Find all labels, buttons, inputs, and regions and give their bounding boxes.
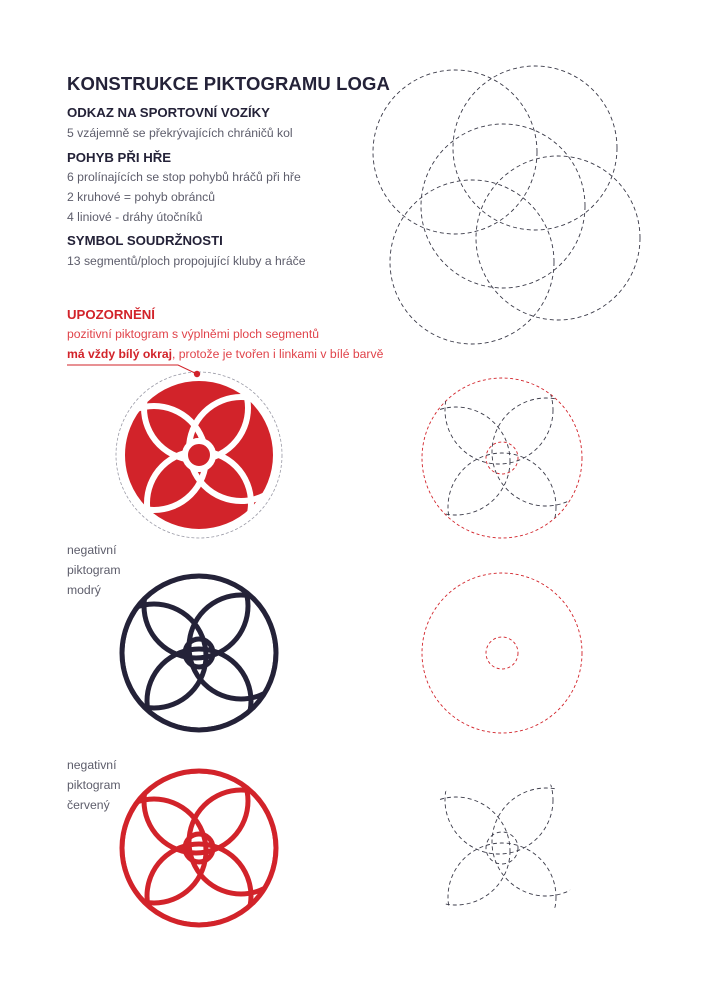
section-text: 13 segmentů/ploch propojující kluby a hráče bbox=[67, 254, 306, 268]
warning-text: pozitivní piktogram s výplněmi ploch segmentů bbox=[67, 327, 319, 341]
negative-pictogram-blue bbox=[102, 554, 293, 753]
navy-lines bbox=[102, 554, 293, 753]
red-lines bbox=[102, 749, 293, 948]
inner-circle bbox=[486, 637, 518, 669]
label-line: piktogram bbox=[67, 563, 121, 577]
section-text: 6 prolínajících se stop pohybů hráčů při hře bbox=[67, 170, 301, 184]
inner-circle bbox=[486, 832, 518, 864]
outer-circle bbox=[122, 771, 276, 925]
outer-circle bbox=[122, 576, 276, 730]
callout-line bbox=[67, 365, 197, 374]
label-line: modrý bbox=[67, 583, 101, 597]
section-text: 5 vzájemně se překrývajících chráničů kol bbox=[67, 126, 293, 140]
label-line: červený bbox=[67, 798, 110, 812]
construction-circles bbox=[373, 66, 640, 344]
outer-circle bbox=[422, 573, 582, 733]
page-title: KONSTRUKCE PIKTOGRAMU LOGA bbox=[67, 73, 390, 94]
circular-tracks bbox=[422, 573, 582, 733]
label-line: negativní bbox=[67, 758, 117, 772]
warning-rest: , protože je tvořen i linkami v bílé barvě bbox=[172, 347, 384, 361]
section-heading-movement: POHYB PŘI HŘE bbox=[67, 150, 172, 165]
section-text: 4 liniové - dráhy útočníků bbox=[67, 210, 203, 224]
positive-construction bbox=[402, 356, 600, 561]
positive-pictogram bbox=[102, 356, 293, 555]
warning-title: UPOZORNĚNÍ bbox=[67, 307, 155, 322]
track-arcs bbox=[402, 356, 600, 561]
negative-pictogram-red bbox=[102, 749, 293, 948]
label-line: negativní bbox=[67, 543, 117, 557]
section-text: 2 kruhové = pohyb obránců bbox=[67, 190, 216, 204]
track-arcs bbox=[402, 746, 600, 951]
linear-tracks bbox=[402, 746, 600, 951]
inner-circle bbox=[486, 442, 518, 474]
section-heading-wheelchairs: ODKAZ NA SPORTOVNÍ VOZÍKY bbox=[67, 105, 270, 120]
inner-circle bbox=[185, 441, 213, 469]
warning-emphasis: má vždy bílý okraj bbox=[67, 347, 172, 361]
label-line: piktogram bbox=[67, 778, 121, 792]
section-heading-cohesion: SYMBOL SOUDRŽNOSTI bbox=[67, 233, 223, 248]
